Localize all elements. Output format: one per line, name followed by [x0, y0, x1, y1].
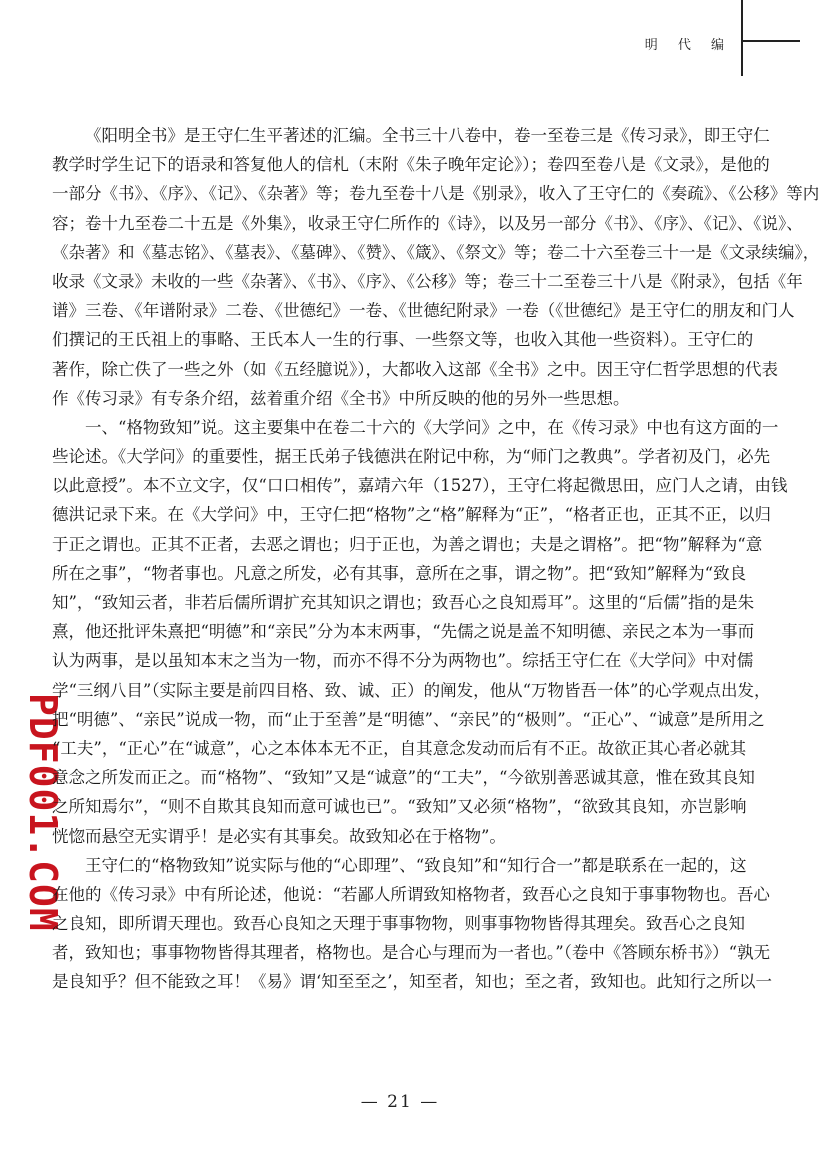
text-line: 们撰记的王氏祖上的事略、王氏本人一生的行事、一些祭文等，也收入其他一些资料）。王守仁的 [52, 330, 754, 350]
text-line: 认为两事，是以虽知本末之当为一物，而亦不得不分为两物也”。综括王守仁在《大学问》中对儒 [52, 651, 754, 671]
text-line: 者，致知也；事事物物皆得其理者，格物也。是合心与理而为一者也。”（卷中《答顾东桥书》）“孰无 [52, 943, 771, 963]
text-line: 容；卷十九至卷二十五是《外集》，收录王守仁所作的《诗》，以及另一部分《书》、《序》、《记》、《说》、 [52, 213, 803, 233]
text-line: 教学时学生记下的语录和答复他人的信札（末附《朱子晚年定论》）；卷四至卷八是《文录》，是他的 [52, 155, 770, 175]
text-line: “工夫”，“正心”在“诚意”，心之本体本无不正，自其意念发动而后有不正。故欲正其心者必就其 [52, 738, 747, 758]
text-line: 之良知，即所谓天理也。致吾心良知之天理于事事物物，则事事物物皆得其理矣。致吾心之良知 [52, 914, 745, 934]
text-line: 在他的《传习录》中有所论述，他说：“若鄙人所谓致知格物者，致吾心之良知于事事物物也。吾心 [52, 884, 770, 904]
text-line: 意念之所发而正之。而“格物”、“致知”又是“诚意”的“工夫”，“今欲别善恶诚其意，惟在致其良知 [52, 768, 755, 788]
text-line: 所在之事”，“物者事也。凡意之所发，必有其事，意所在之事，谓之物”。把“致知”解释为“致良 [52, 563, 747, 583]
text-line: 德洪记录下来。在《大学问》中，王守仁把“格物”之“格”解释为“正”，“格者正也，正其不正，以归 [52, 505, 772, 525]
text-line: 恍惚而悬空无实谓乎！是必实有其事矣。故致知必在于格物”。 [52, 826, 506, 846]
text-line: 之所知焉尔”，“则不自欺其良知而意可诚也已”。“致知”又必须“格物”，“欲致其良知，亦岂影响 [52, 797, 747, 817]
text-line: 知”，“致知云者，非若后儒所谓扩充其知识之谓也；致吾心之良知焉耳”。这里的“后儒”指的是朱 [52, 593, 755, 612]
text-line: 著作，除亡佚了一些之外（如《五经臆说》），大都收入这部《全书》之中。因王守仁哲学思想的代表 [52, 359, 778, 379]
body-text [52, 121, 819, 997]
watermark-logo: PDF001.COM [21, 693, 65, 932]
text-line: 于正之谓也。正其不正者，去恶之谓也；归于正也，为善之谓也；夫是之谓格”。把“物”解释为“意 [52, 534, 763, 554]
text-line: 把“明德”、“亲民”说成一物，而“止于至善”是“明德”、“亲民”的“极则”。“正心”、“诚意”是所用之 [52, 709, 765, 729]
text-line: 熹，他还批评朱熹把“明德”和“亲民”分为本末两事，“先儒之说是盖不知明德、亲民之本为一事而 [52, 622, 755, 642]
text-line: 作《传习录》有专条介绍，兹着重介绍《全书》中所反映的他的另外一些思想。 [52, 388, 630, 408]
text-line: 收录《文录》未收的一些《杂著》、《书》、《序》、《公移》等；卷三十二至卷三十八是《附录》，包括《年 [52, 271, 803, 291]
text-line: 一、“格物致知”说。这主要集中在卷二十六的《大学问》之中，在《传习录》中也有这方面的一 [85, 417, 779, 437]
text-line: 是良知乎？但不能致之耳！《易》谓‘知至至之’，知至者，知也；至之者，致知也。此知行之所以一 [52, 972, 772, 992]
text-line: 一部分《书》、《序》、《记》、《杂著》等；卷九至卷十八是《别录》，收入了王守仁的《奏疏》、《公移》等内 [52, 184, 819, 204]
header-vertical-rule [741, 0, 743, 76]
text-line: 《阳明全书》是王守仁生平著述的汇编。全书三十八卷中，卷一至卷三是《传习录》，即王守仁 [85, 126, 770, 145]
text-line: 学“三纲八目”（实际主要是前四目格、致、诚、正）的阐发，他从“万物皆吾一体”的心学观点出发， [52, 680, 771, 700]
page-number: — 21 — [360, 1092, 440, 1112]
text-line: 以此意授”。本不立文字，仅“口口相传”，嘉靖六年（1527），王守仁将起微思田，应门人之请，由钱 [52, 476, 788, 496]
header-horizontal-rule [741, 40, 800, 42]
text-line: 谱》三卷、《年谱附录》二卷、《世德纪》一卷、《世德纪附录》一卷（《世德纪》是王守仁的朋友和门人 [52, 301, 795, 321]
text-line: 些论述。《大学问》的重要性，据王氏弟子钱德洪在附记中称，为“师门之教典”。学者初及门，必先 [52, 447, 771, 467]
text-line: 王守仁的“格物致知”说实际与他的“心即理”、“致良知”和“知行合一”都是联系在一起的，这 [85, 855, 747, 875]
running-header-title: 明 代 编 [644, 38, 732, 53]
text-line: 《杂著》和《墓志铭》、《墓表》、《墓碑》、《赞》、《箴》、《祭文》等；卷二十六至卷三十一是《文录续编》， [52, 242, 819, 262]
